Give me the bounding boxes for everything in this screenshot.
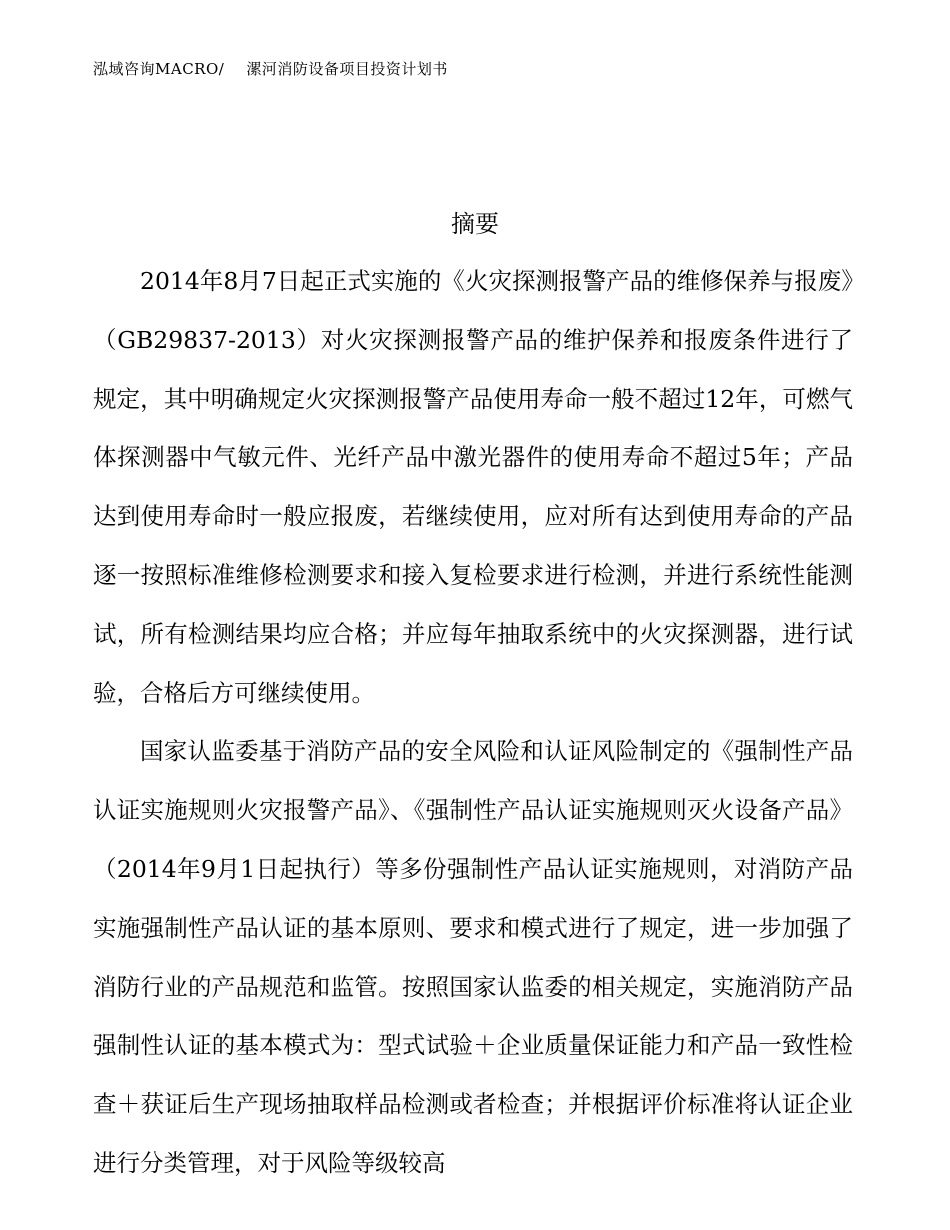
page-header (93, 58, 448, 79)
section-title: 摘要 (451, 210, 499, 238)
paragraph: 国家认监委基于消防产品的安全风险和认证风险制定的《强制性产品认证实施规则火灾报警产品》、《强制性产品认证实施规则灭火设备产品》（2014年9月1日起执行）等多份强制性产品认证实施规则，对消防产品实施强制性产品认证的基本原则、要求和模式进行了规定，进一步加强了消防行业的产品规范和监管。按照国家认监委的相关规定，实施消防产品强制性认证的基本模式为：型式试验＋企业质量保证能力和产品一致性检查＋获证后生产现场抽取样品检测或者检查；并根据评价标准将认证企业进行分类管理，对于风险等级较高 (93, 737, 853, 1177)
body-text (93, 252, 853, 1193)
header-document-title: 漯河消防设备项目投资计划书 (246, 60, 448, 78)
paragraph: 2014年8月7日起正式实施的《火灾探测报警产品的维修保养与报废》（GB29837-2013）对火灾探测报警产品的维护保养和报废条件进行了规定，其中明确规定火灾探测报警产品使用寿命一般不超过12年，可燃气体探测器中气敏元件、光纤产品中激光器件的使用寿命不超过5年；产品达到使用寿命时一般应报废，若继续使用，应对所有达到使用寿命的产品逐一按照标准维修检测要求和接入复检要求进行检测，并进行系统性能测试，所有检测结果均应合格；并应每年抽取系统中的火灾探测器，进行试验，合格后方可继续使用。 (93, 267, 853, 707)
header-company: 泓域咨询MACRO/ (93, 60, 225, 78)
